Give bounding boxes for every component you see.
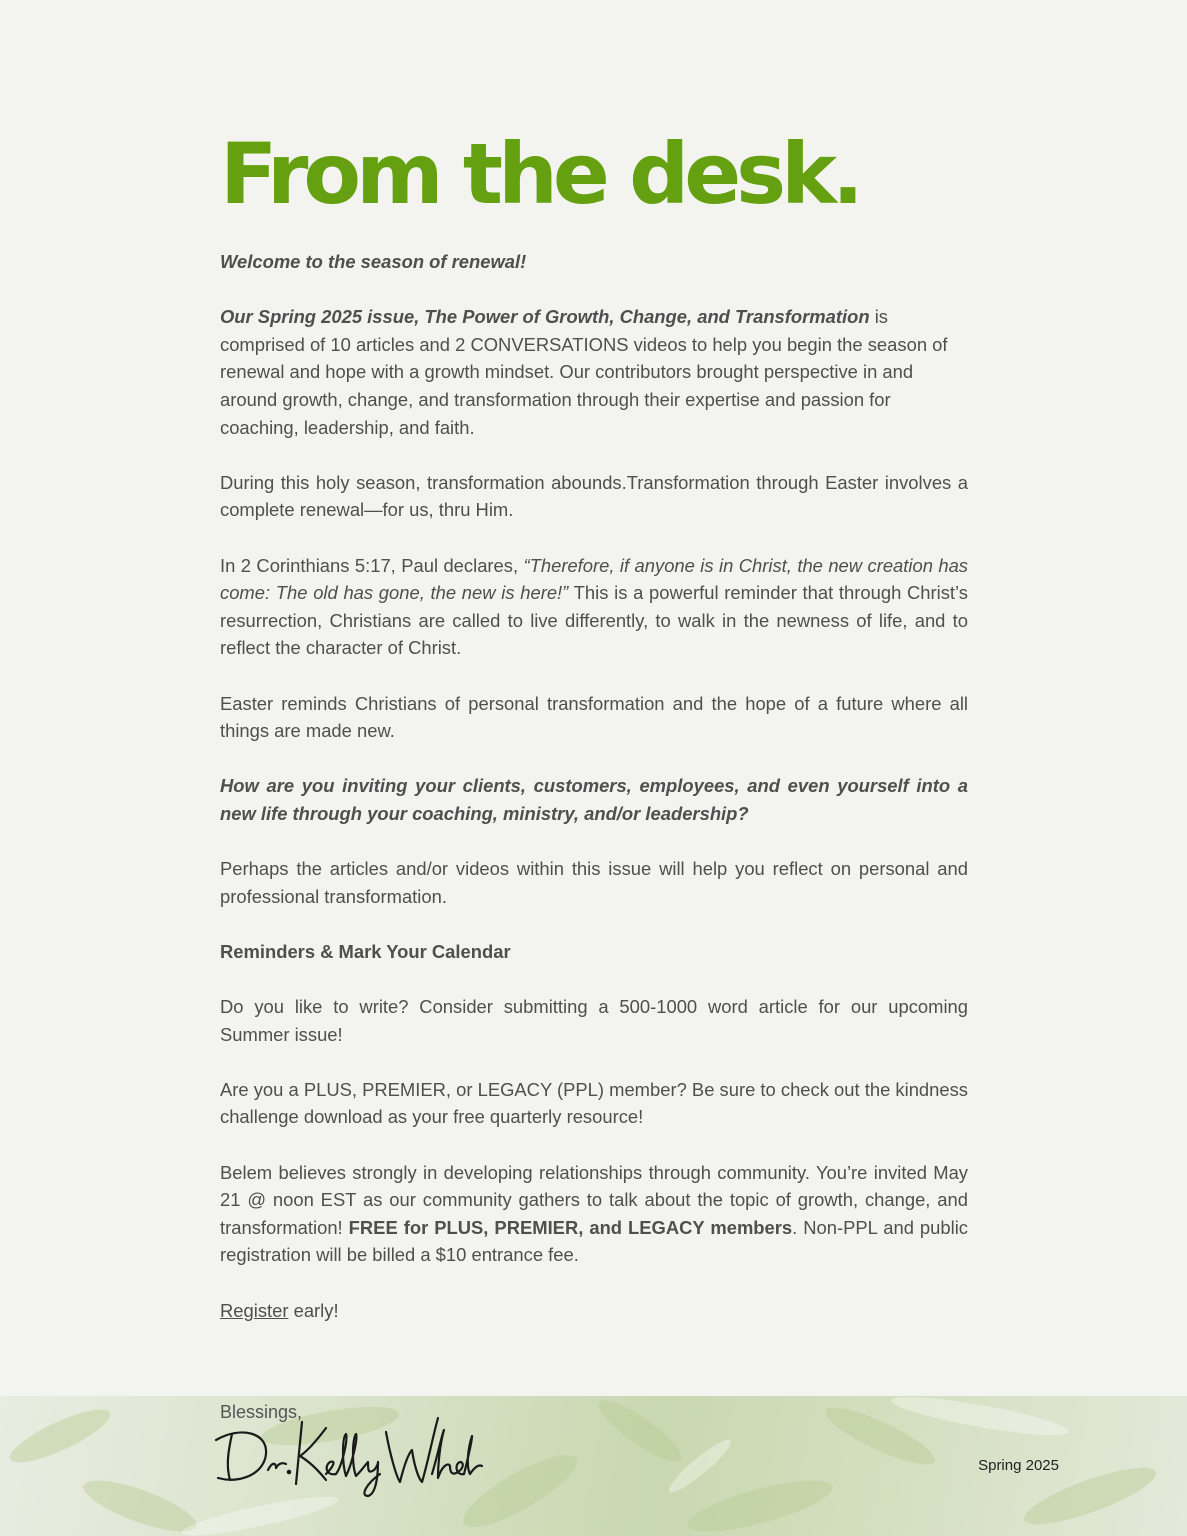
free-members-note: FREE for PLUS, PREMIER, and LEGACY members: [348, 1216, 793, 1238]
page-title: From the desk.: [220, 125, 859, 223]
greeting: Welcome to the season of renewal!: [220, 251, 527, 272]
question-paragraph: How are you inviting your clients, customers, employees, and even yourself into a new life through your coaching, ministry, and/or leadership?: [220, 775, 968, 824]
issue-season-label: Spring 2025: [978, 1457, 1059, 1474]
community-fee-text: . Non-PPL and public registration will be billed a $10 entrance fee.: [220, 1216, 968, 1266]
holy-season-paragraph: During this holy season, transformation abounds.Transformation through Easter involves a complete renewal—for us, thru Him.: [220, 471, 968, 521]
footer-banner: [0, 1396, 1187, 1536]
issue-intro-paragraph: [220, 303, 968, 441]
write-paragraph: Do you like to write? Consider submitting a 500-1000 word article for our upcoming Summer issue!: [220, 996, 968, 1045]
register-link[interactable]: Register: [220, 1299, 289, 1321]
signature-image: [210, 1404, 490, 1499]
corinthians-intro: In 2 Corinthians 5:17, Paul declares,: [220, 554, 524, 576]
corinthians-paragraph: [220, 552, 968, 662]
letter-content: [220, 125, 969, 1352]
reflect-paragraph: Perhaps the articles and/or videos within this issue will help you reflect on personal and professional transformation.: [220, 858, 968, 907]
community-text: Belem believes strongly in developing relationships through community. You’re invited May 21 @ noon EST as our community gathers to talk about the topic of growth, change, and transformation!: [220, 1161, 968, 1238]
register-text: early!: [288, 1299, 339, 1321]
easter-paragraph: Easter reminds Christians of personal transformation and the hope of a future where all things are made new.: [220, 692, 968, 742]
register-paragraph: [220, 1297, 968, 1325]
closing-blessings: Blessings,: [220, 1402, 303, 1422]
reminders-heading: Reminders & Mark Your Calendar: [220, 940, 511, 962]
letter-body: [220, 248, 968, 1324]
issue-intro-text: is comprised of 10 articles and 2 CONVERSATIONS videos to help you begin the season of renewal and hope with a growth mindset. Our contributors brought perspective in and around growth, change, and transformation through their expertise and passion for coaching, leadership, and faith.: [220, 306, 948, 438]
issue-title-lead: Our Spring 2025 issue, The Power of Growth, Change, and Transformation: [220, 306, 870, 328]
corinthians-text: This is a powerful reminder that through Christ’s resurrection, Christians are called to live differently, to walk in the newness of life, and to reflect the character of Christ.: [220, 582, 968, 659]
community-paragraph: [220, 1159, 968, 1269]
scripture-quote: “Therefore, if anyone is in Christ, the new creation has come: The old has gone, the new is here!”: [220, 554, 969, 604]
members-paragraph: Are you a PLUS, PREMIER, or LEGACY (PPL) member? Be sure to check out the kindness challenge download as your free quarterly resource!: [220, 1078, 968, 1128]
